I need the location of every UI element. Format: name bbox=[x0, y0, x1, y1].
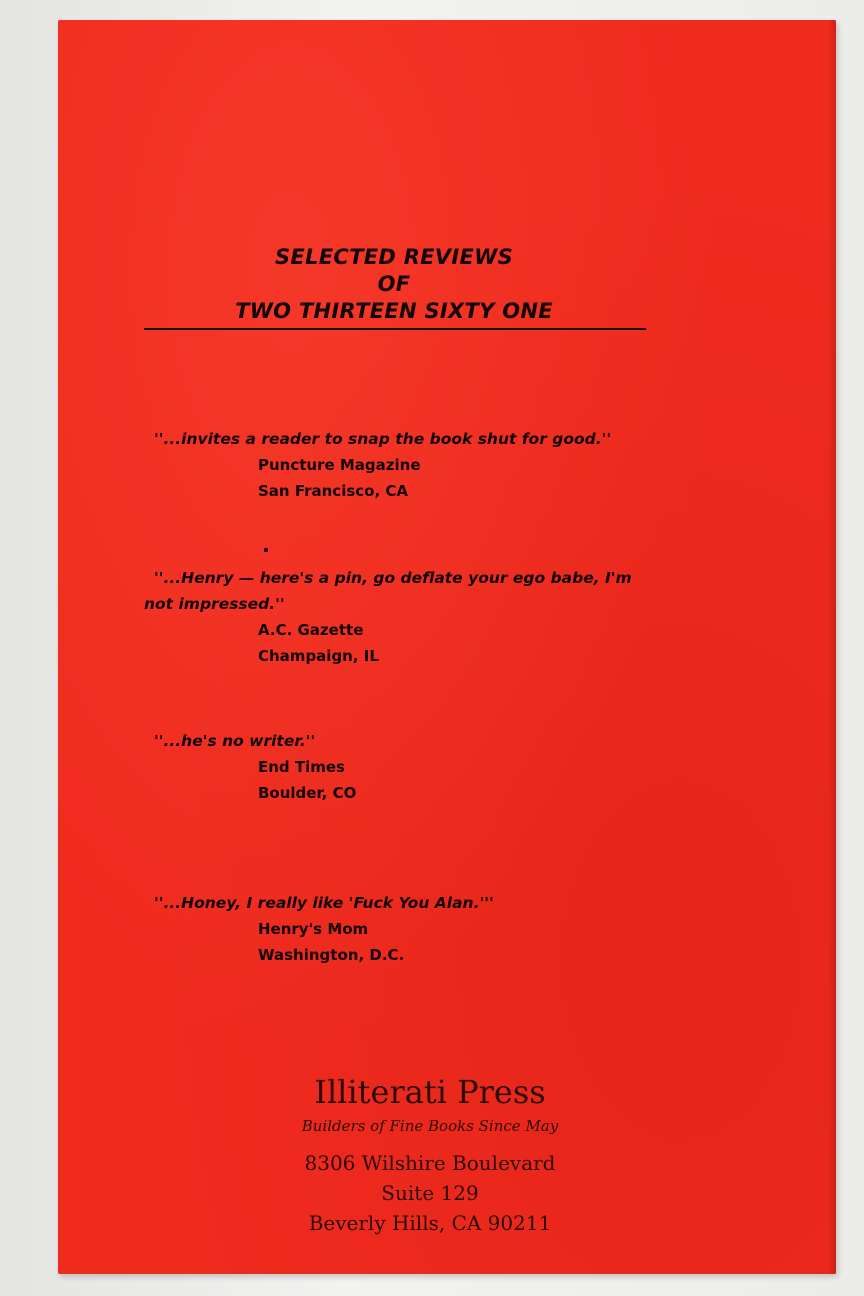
review-source: A.C. Gazette bbox=[258, 621, 364, 639]
review-quote: ''...he's no writer.'' bbox=[154, 732, 316, 750]
review-item bbox=[154, 426, 754, 504]
review-quote: ''...invites a reader to snap the book shut for good.'' bbox=[154, 430, 612, 448]
reviews-heading bbox=[144, 244, 644, 325]
publisher-name: Illiterati Press bbox=[314, 1073, 546, 1111]
review-source: Puncture Magazine bbox=[258, 456, 421, 474]
publisher-address-line-1: 8306 Wilshire Boulevard bbox=[304, 1151, 556, 1175]
publisher-address-line-2: Suite 129 bbox=[381, 1181, 479, 1205]
cover-edge-shadow bbox=[828, 20, 836, 1274]
review-source: Henry's Mom bbox=[258, 920, 369, 938]
review-location: Champaign, IL bbox=[258, 647, 379, 665]
review-source: End Times bbox=[258, 758, 345, 776]
heading-line-2: OF bbox=[377, 272, 411, 296]
review-item bbox=[154, 890, 754, 968]
review-quote-line-2: not impressed.'' bbox=[144, 595, 285, 613]
heading-underline bbox=[144, 328, 646, 330]
review-quote-line-1: ''...Henry — here's a pin, go deflate your ego babe, I'm bbox=[154, 569, 632, 587]
heading-line-1: SELECTED REVIEWS bbox=[274, 245, 514, 269]
review-location: Boulder, CO bbox=[258, 784, 357, 802]
review-quote: ''...Honey, I really like 'Fuck You Alan.''' bbox=[154, 894, 494, 912]
publisher-address-line-3: Beverly Hills, CA 90211 bbox=[308, 1211, 552, 1235]
heading-line-3: TWO THIRTEEN SIXTY ONE bbox=[235, 299, 553, 323]
ink-speck bbox=[264, 548, 268, 552]
publisher-tagline: Builders of Fine Books Since May bbox=[301, 1117, 559, 1135]
review-item bbox=[144, 565, 744, 669]
review-item bbox=[154, 728, 754, 806]
publisher-block bbox=[218, 1070, 642, 1238]
review-location: Washington, D.C. bbox=[258, 946, 405, 964]
book-back-cover bbox=[58, 20, 836, 1274]
review-location: San Francisco, CA bbox=[258, 482, 409, 500]
